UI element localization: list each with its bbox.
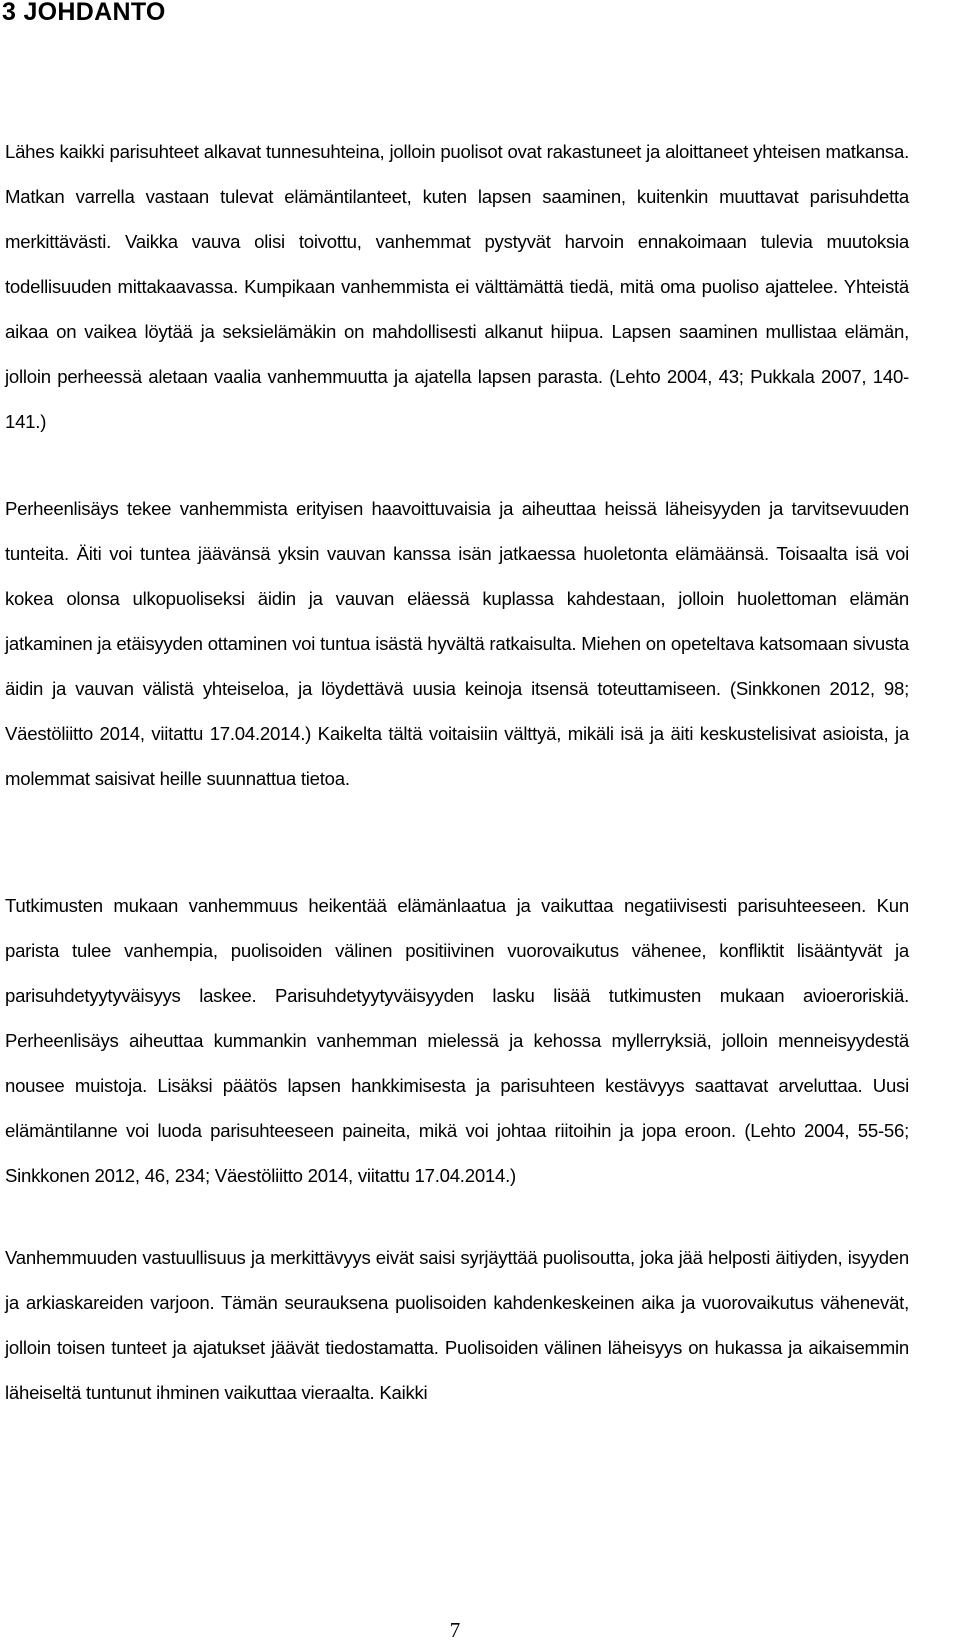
paragraph-intro: Lähes kaikki parisuhteet alkavat tunnesuhteina, jolloin puolisot ovat rakastuneet ja aloittaneet yhteisen matkansa. Matkan varrella vastaan tulevat elämäntilanteet, kuten lapsen saaminen, kuitenkin muuttavat parisuhdetta merkittävästi. Vaikka vauva olisi toivottu, vanhemmat pystyvät harvoin ennakoimaan tulevia muutoksia todellisuuden mittakaavassa. Kumpikaan vanhemmista ei välttämättä tiedä, mitä oma puoliso ajattelee. Yhteistä aikaa on vaikea löytää ja seksielämäkin on mahdollisesti alkanut hiipua. Lapsen saaminen mullistaa elämän, jolloin perheessä aletaan vaalia vanhemmuutta ja ajatella lapsen parasta. (Lehto 2004, 43; Pukkala 2007, 140-141.) xyxy=(5,141,909,432)
paragraph-parenthood-responsibility: Vanhemmuuden vastuullisuus ja merkittävyys eivät saisi syrjäyttää puolisoutta, joka jää helposti äitiyden, isyyden ja arkiaskareiden varjoon. Tämän seurauksena puolisoiden kahdenkeskeinen aika ja vuorovaikutus vähenevät, jolloin toisen tunteet ja ajatukset jäävät tiedostamatta. Puolisoiden välinen läheisyys on hukassa ja aikaisemmin läheiseltä tuntunut ihminen vaikuttaa vieraalta. Kaikki xyxy=(5,1247,909,1403)
paragraph-research: Tutkimusten mukaan vanhemmuus heikentää elämänlaatua ja vaikuttaa negatiivisesti parisuhteeseen. Kun parista tulee vanhempia, puolisoiden välinen positiivinen vuorovaikutus vähenee, konfliktit lisääntyvät ja parisuhdetyytyväisyys laskee. Parisuhdetyytyväisyyden lasku lisää tutkimusten mukaan avioeroriskiä. Perheenlisäys aiheuttaa kummankin vanhemman mielessä ja kehossa myllerryksiä, jolloin menneisyydestä nousee muistoja. Lisäksi päätös lapsen hankkimisesta ja parisuhteen kestävyys saattavat arveluttaa. Uusi elämäntilanne voi luoda parisuhteeseen paineita, mikä voi johtaa riitoihin ja jopa eroon. (Lehto 2004, 55-56; Sinkkonen 2012, 46, 234; Väestöliitto 2014, viitattu 17.04.2014.) xyxy=(5,895,909,1186)
paragraph-family-addition: Perheenlisäys tekee vanhemmista erityisen haavoittuvaisia ja aiheuttaa heissä läheisyyden ja tarvitsevuuden tunteita. Äiti voi tuntea jäävänsä yksin vauvan kanssa isän jatkaessa huoletonta elämäänsä. Toisaalta isä voi kokea olonsa ulkopuoliseksi äidin ja vauvan eläessä kuplassa kahdestaan, jolloin huolettoman elämän jatkaminen ja etäisyyden ottaminen voi tuntua isästä hyvältä ratkaisulta. Miehen on opeteltava katsomaan sivusta äidin ja vauvan välistä yhteiseloa, ja löydettävä uusia keinoja itsensä toteuttamiseen. (Sinkkonen 2012, 98; Väestöliitto 2014, viitattu 17.04.2014.) Kaikelta tältä voitaisiin välttyä, mikäli isä ja äiti keskustelisivat asioista, ja molemmat saisivat heille suunnattua tietoa. xyxy=(5,498,909,789)
page-number: 7 xyxy=(449,1618,461,1642)
chapter-heading: 3 JOHDANTO xyxy=(2,0,166,26)
